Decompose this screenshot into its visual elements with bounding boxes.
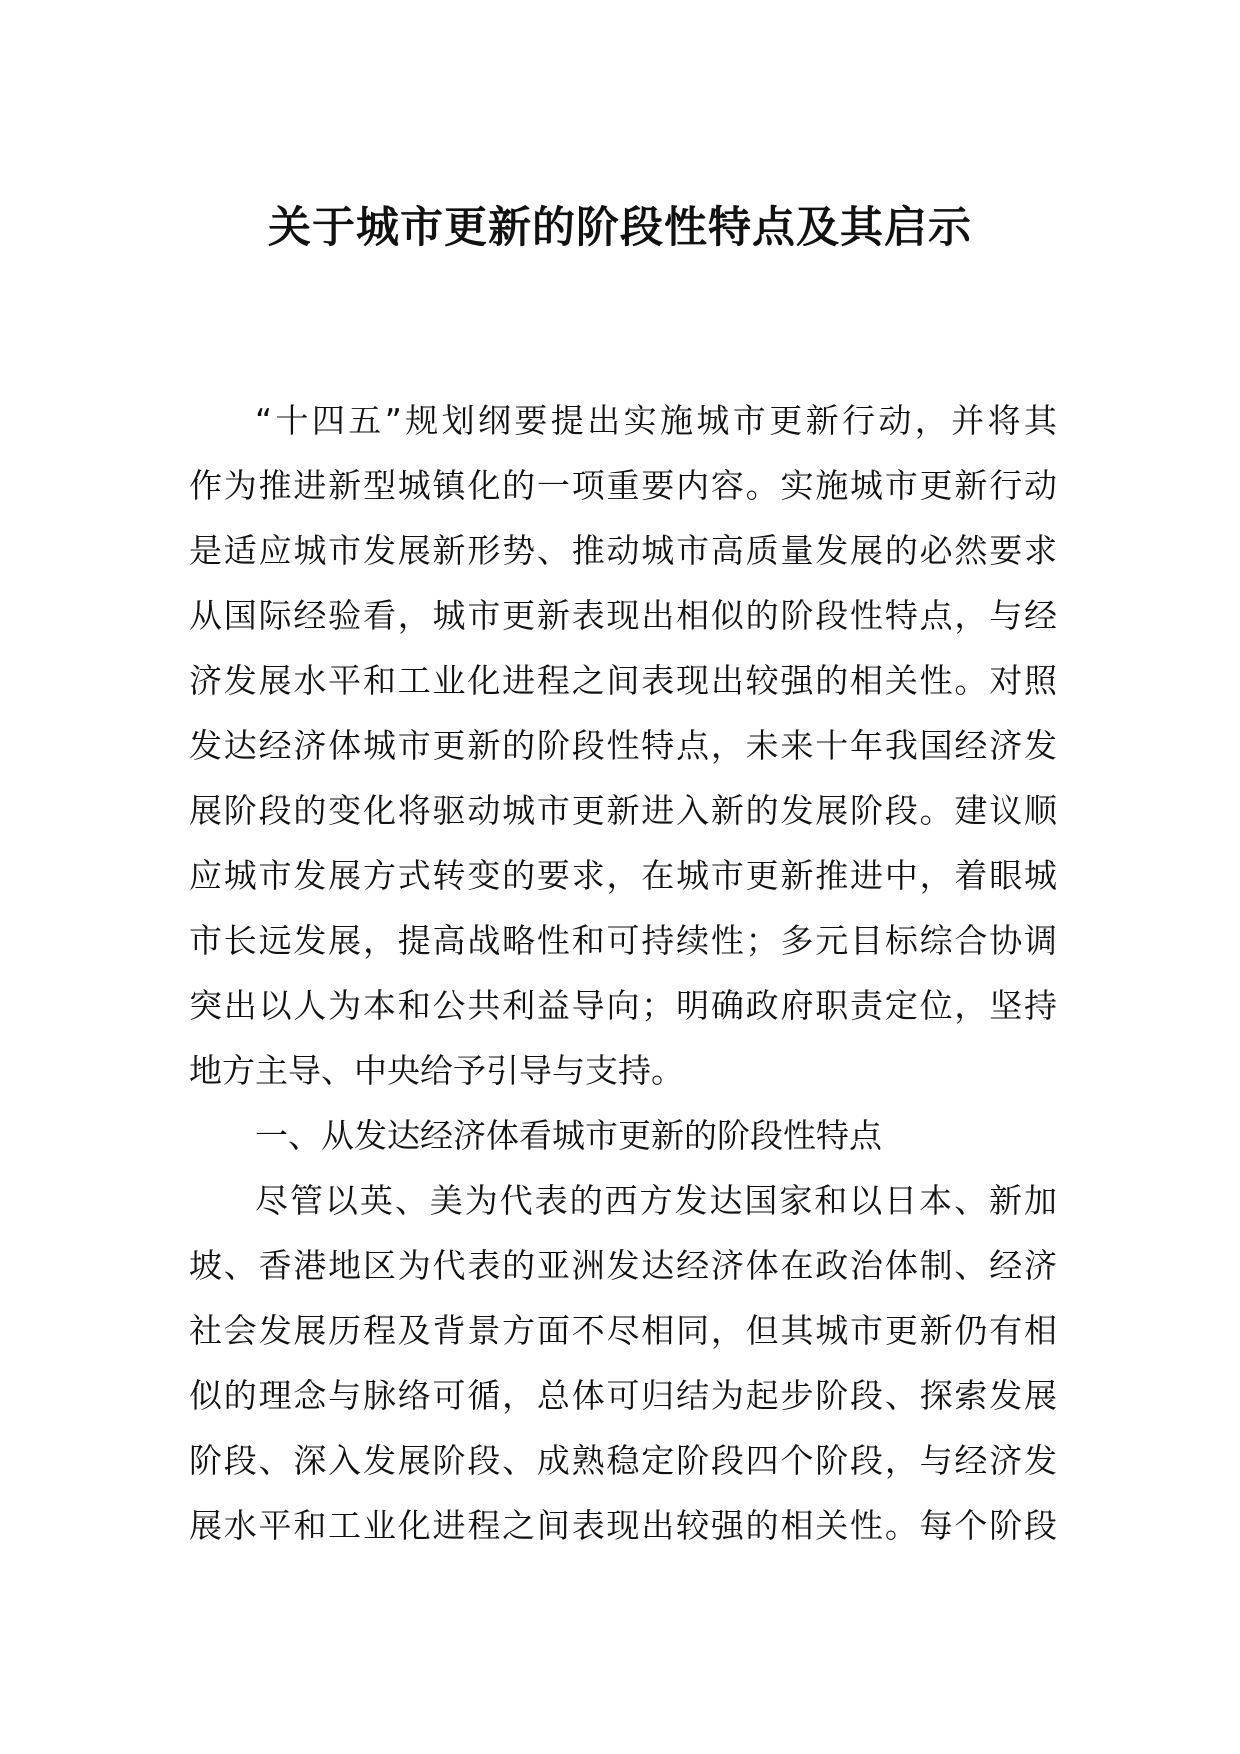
- paragraph-line: 市长远发展，提高战略性和可持续性；多元目标综合协调: [189, 921, 1057, 960]
- paragraph-line: 从国际经验看，城市更新表现出相似的阶段性特点，与经: [189, 596, 1057, 635]
- paragraph-line: 突出以人为本和公共利益导向；明确政府职责定位，坚持: [189, 986, 1057, 1025]
- paragraph-line: 应城市发展方式转变的要求，在城市更新推进中，着眼城: [189, 856, 1057, 895]
- section-heading: 一、从发达经济体看城市更新的阶段性特点: [255, 1116, 882, 1155]
- paragraph-line: 展水平和工业化进程之间表现出较强的相关性。每个阶段: [189, 1506, 1057, 1545]
- paragraph-line: “十四五”规划纲要提出实施城市更新行动，并将其: [255, 401, 1057, 440]
- paragraph-line: 阶段、深入发展阶段、成熟稳定阶段四个阶段，与经济发: [189, 1441, 1057, 1480]
- document-title: 关于城市更新的阶段性特点及其启示: [268, 203, 972, 253]
- paragraph-line: 展阶段的变化将驱动城市更新进入新的发展阶段。建议顺: [189, 791, 1057, 830]
- paragraph-line: 济发展水平和工业化进程之间表现出较强的相关性。对照: [189, 661, 1057, 700]
- paragraph-line: 发达经济体城市更新的阶段性特点，未来十年我国经济发: [189, 726, 1057, 765]
- paragraph-line: 作为推进新型城镇化的一项重要内容。实施城市更新行动: [189, 466, 1057, 505]
- paragraph-line: 似的理念与脉络可循，总体可归结为起步阶段、探索发展: [189, 1376, 1057, 1415]
- paragraph-line: 地方主导、中央给予引导与支持。: [189, 1051, 684, 1090]
- paragraph-line: 社会发展历程及背景方面不尽相同，但其城市更新仍有相: [189, 1311, 1057, 1350]
- paragraph-line: 坡、香港地区为代表的亚洲发达经济体在政治体制、经济: [189, 1246, 1057, 1285]
- paragraph-line: 尽管以英、美为代表的西方发达国家和以日本、新加: [255, 1181, 1057, 1220]
- document-body: [189, 388, 1057, 1558]
- paragraph-line: 是适应城市发展新形势、推动城市高质量发展的必然要求: [189, 531, 1057, 570]
